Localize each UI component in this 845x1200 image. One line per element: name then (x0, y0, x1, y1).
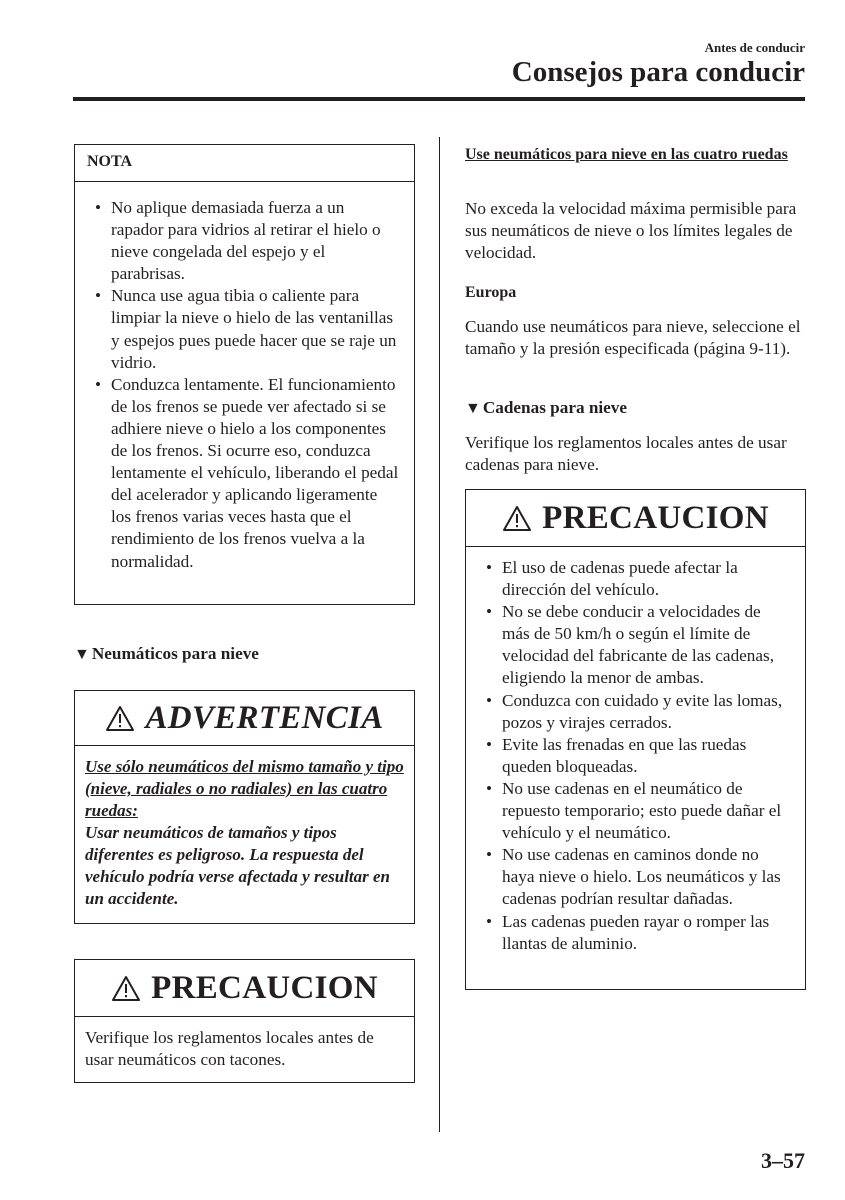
warning-body (75, 746, 414, 910)
section-label: Antes de conducir (704, 40, 805, 55)
snow-tires-section-title (74, 644, 259, 664)
warning-triangle-icon (105, 705, 135, 732)
snow-tires-title: Neumáticos para nieve (91, 644, 259, 663)
nota-item: • Conduzca lentamente. El funcionamiento de los frenos se puede ver afectado si se adhiere nieve o hielo a los componentes de los frenos. Si ocurre eso, conduzca lentamente el vehículo, liberando el pedal del acelerador y aplicando ligeramente los frenos varias veces hasta que el rendimiento de los frenos vuelva a la normalidad. (87, 374, 400, 573)
warning-triangle-icon (502, 505, 532, 532)
nota-box (74, 144, 415, 605)
europe-heading: Europa (465, 284, 517, 301)
nota-item: • No aplique demasiada fuerza a un rapador para vidrios al retirar el hielo o nieve congelada del espejo y el parabrisas. (87, 197, 400, 285)
section-marker-icon: ▼ (74, 646, 90, 663)
nota-item: • Nunca use agua tibia o caliente para limpiar la nieve o hielo de las ventanillas y espejos pues puede hacer que se raje un vidrio. (87, 285, 400, 373)
nota-header: NOTA (75, 145, 414, 182)
europe-text: Cuando use neumáticos para nieve, seleccione el tamaño y la presión especificada (página 9-11). (465, 317, 801, 358)
chains-caution-item: • No use cadenas en el neumático de repuesto temporario; esto puede dañar el vehículo y el neumático. (478, 778, 791, 844)
chains-caution-item: • Evite las frenadas en que las ruedas queden bloqueadas. (478, 734, 791, 778)
section-marker-icon: ▼ (465, 400, 481, 417)
four-wheels-text: No exceda la velocidad máxima permisible para sus neumáticos de nieve o los límites legales de velocidad. (465, 199, 797, 262)
chains-caution-item: • Conduzca con cuidado y evite las lomas, pozos y virajes cerrados. (478, 690, 791, 734)
chains-title: Cadenas para nieve (482, 398, 628, 417)
chains-text: Verifique los reglamentos locales antes de usar cadenas para nieve. (465, 433, 787, 474)
caution-header (466, 490, 805, 547)
four-wheels-heading: Use neumáticos para nieve en las cuatro ruedas (465, 146, 788, 163)
warning-text: Usar neumáticos de tamaños y tipos diferentes es peligroso. La respuesta del vehículo podría verse afectada y resultar en un accidente. (85, 823, 391, 908)
chains-caution-item: • El uso de cadenas puede afectar la dirección del vehículo. (478, 557, 791, 601)
caution-text: Verifique los reglamentos locales antes de usar neumáticos con tacones. (85, 1028, 374, 1069)
caution-box-tacones (74, 959, 415, 1083)
column-divider (439, 137, 440, 1132)
warning-box (74, 690, 415, 924)
nota-list (75, 182, 414, 573)
caution-label: PRECAUCION (542, 499, 769, 536)
caution-header (75, 960, 414, 1017)
header-rule (73, 97, 805, 101)
warning-triangle-icon (111, 975, 141, 1002)
page-title: Consejos para conducir (511, 56, 805, 88)
caution-box-chains (465, 489, 806, 990)
chains-caution-item: • No use cadenas en caminos donde no haya nieve o hielo. Los neumáticos y las cadenas podrían resultar dañadas. (478, 844, 791, 910)
warning-label: ADVERTENCIA (145, 699, 384, 736)
chains-caution-item: • No se debe conducir a velocidades de más de 50 km/h o según el límite de velocidad del fabricante de las cadenas, eligiendo la menor de ambas. (478, 601, 791, 689)
warning-lead: Use sólo neumáticos del mismo tamaño y tipo (nieve, radiales o no radiales) en las cuatro ruedas: (85, 757, 404, 820)
warning-header (75, 691, 414, 746)
page-number: 3–57 (761, 1148, 805, 1173)
chains-section-title (465, 398, 627, 418)
chains-caution-item: • Las cadenas pueden rayar o romper las llantas de aluminio. (478, 911, 791, 955)
chains-caution-list (466, 547, 805, 955)
caution-label: PRECAUCION (151, 969, 378, 1006)
